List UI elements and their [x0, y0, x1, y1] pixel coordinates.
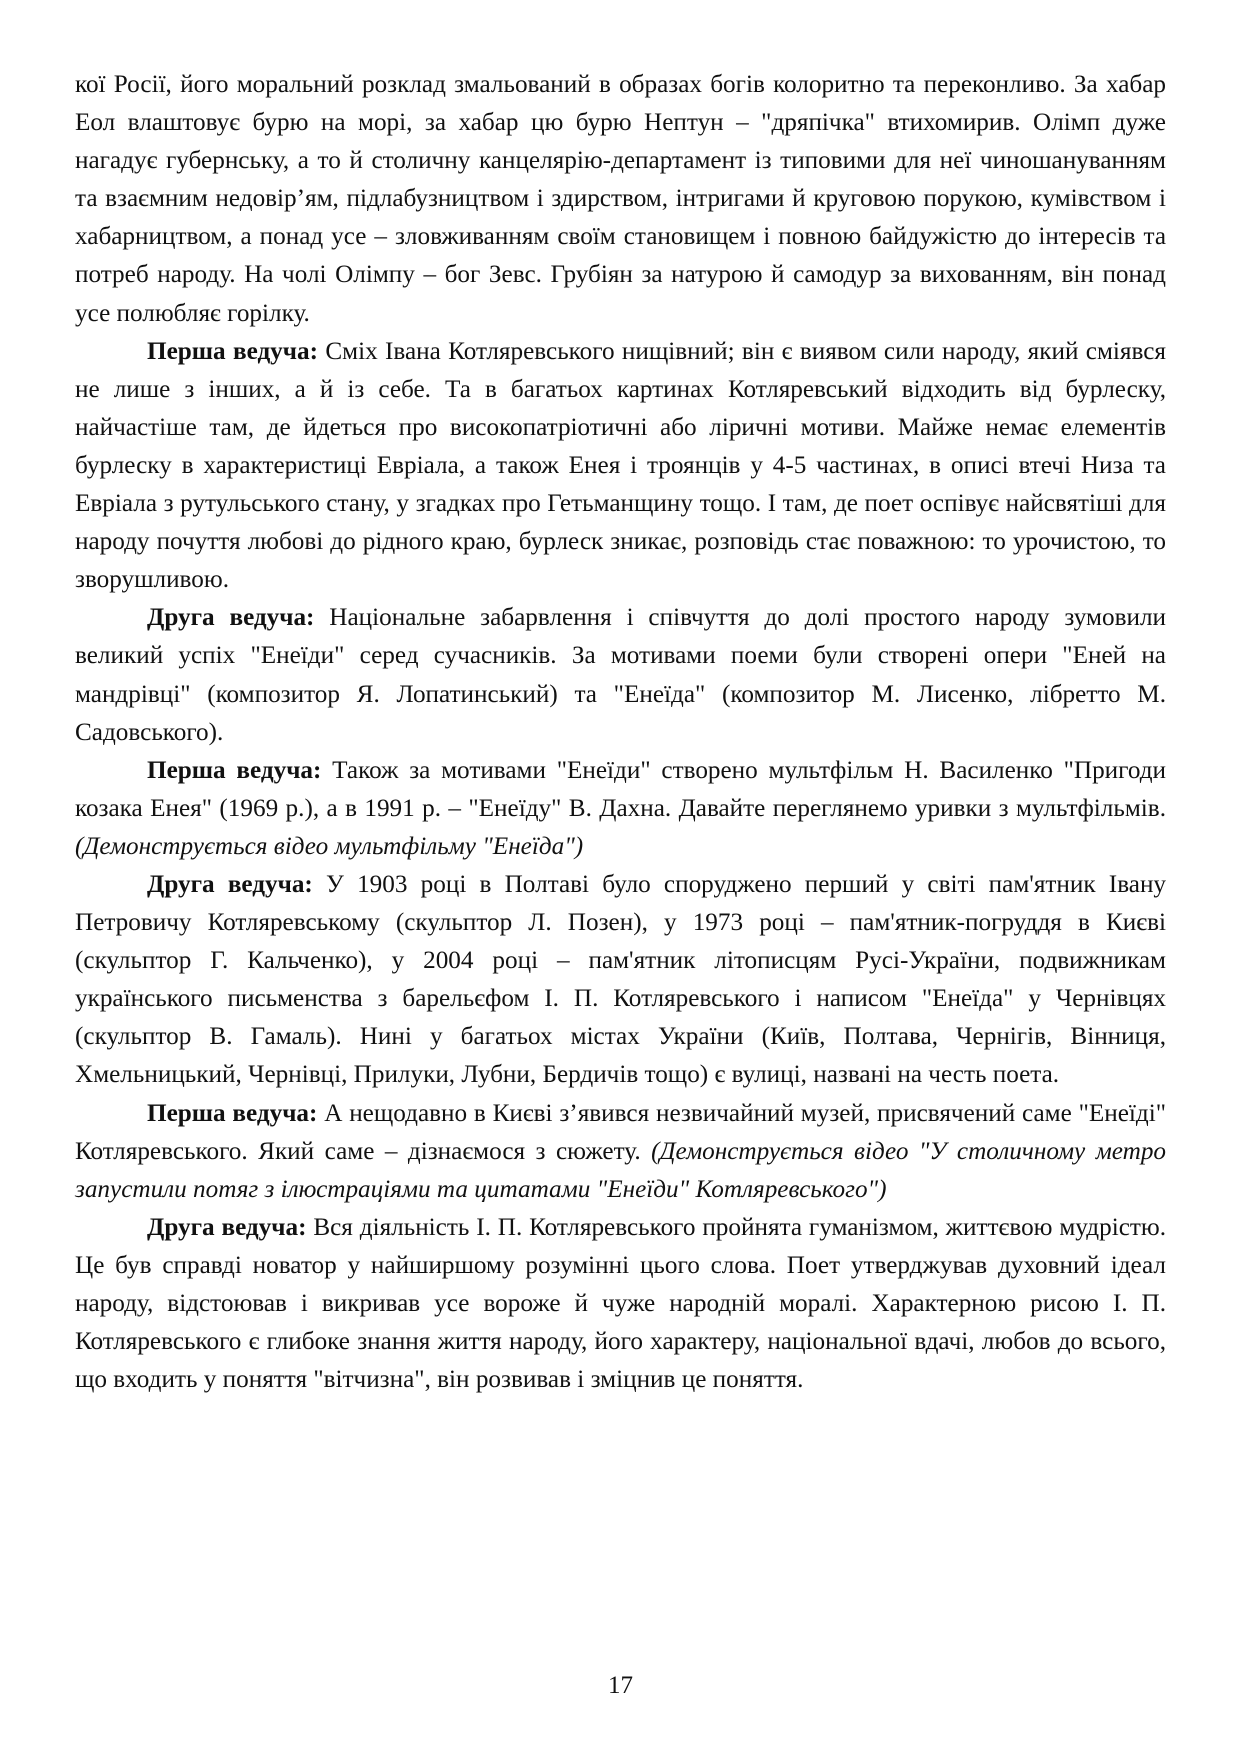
- paragraph-6-text: А нещодавно в Києві з’явився незвичайний музей, присвячений саме "Енеїді" Котляревського. Який саме – дізнаємося з сюжету.: [75, 1099, 1167, 1165]
- paragraph-6: [75, 1095, 1166, 1209]
- paragraph-4: [75, 752, 1166, 866]
- paragraph-3: [75, 599, 1166, 751]
- speaker-label: Друга ведуча:: [147, 604, 315, 632]
- paragraph-5: [75, 866, 1166, 1095]
- page-number: 17: [608, 1672, 633, 1699]
- speaker-label: Перша ведуча:: [147, 1099, 318, 1127]
- document-body: [75, 66, 1166, 1399]
- stage-direction: (Демонструється відео мультфільму "Енеїда"): [75, 832, 584, 860]
- paragraph-5-text: У 1903 році в Полтаві було споруджено перший у світі пам'ятник Івану Петровичу Котляревському (скульптор Л. Позен), у 1973 році – пам'ятник-погруддя в Києві (скульптор Г. Кальченко), у 2004 році – пам'ятник літописцям Русі-України, подвижникам українського письменства з барельєфом І. П. Котляревського і написом "Енеїда" у Чернівцях (скульптор В. Гамаль). Нині у багатьох містах України (Київ, Полтава, Чернігів, Вінниця, Хмельницький, Чернівці, Прилуки, Лубни, Бердичів тощо) є вулиці, названі на честь поета.: [75, 870, 1167, 1089]
- paragraph-7: [75, 1209, 1166, 1399]
- speaker-label: Друга ведуча:: [147, 1213, 307, 1241]
- speaker-label: Друга ведуча:: [147, 870, 313, 898]
- paragraph-2-text: Сміх Івана Котляревського нищівний; він є виявом сили народу, який сміявся не лише з інших, а й із себе. Та в багатьох картинах Котляревський відходить від бурлеску, найчастіше там, де йдеться про високопатріотичні або ліричні мотиви. Майже немає елементів бурлеску в характеристиці Евріала, а також Енея і троянців у 4-5 частинах, в описі втечі Низа та Евріала з рутульського стану, у згадках про Гетьманщину тощо. І там, де поет оспівує найсвятіші для народу почуття любові до рідного краю, бурлеск зникає, розповідь стає поважною: то урочистою, то зворушливою.: [75, 337, 1166, 594]
- speaker-label: Перша ведуча:: [147, 756, 322, 784]
- paragraph-2: [75, 333, 1166, 600]
- paragraph-1-text: кої Росії, його моральний розклад змальований в образах богів колоритно та переконливо. За хабар Еол влаштовує бурю на морі, за хабар цю бурю Нептун – "дряпічка" втихомирив. Олімп дуже нагадує губернську, а то й столичну канцелярію-департамент із типовими для неї чиношануванням та взаємним недовір’ям, підлабузництвом і здирством, інтригами й круговою порукою, кумівством і хабарництвом, а понад усе – зловживанням своїм становищем і повною байдужістю до інтересів та потреб народу. На чолі Олімпу – бог Зевс. Грубіян за натурою й самодур за вихованням, він понад усе полюбляє горілку.: [75, 71, 1166, 327]
- stage-direction: (Демонструється відео "У столичному метро запустили потяг з ілюстраціями та цитатами "Енеїди" Котляревського"): [75, 1137, 1167, 1203]
- paragraph-4-text: Також за мотивами "Енеїди" створено мультфільм Н. Василенко "Пригоди козака Енея" (1969 р.), а в 1991 р. – "Енеїду" В. Дахна. Давайте переглянемо уривки з мультфільмів.: [75, 756, 1167, 822]
- paragraph-3-text: Національне забарвлення і співчуття до долі простого народу зумовили великий успіх "Енеїди" серед сучасників. За мотивами поеми були створені опери "Еней на мандрівці" (композитор Я. Лопатинський) та "Енеїда" (композитор М. Лисенко, лібретто М. Садовського).: [75, 604, 1166, 746]
- speaker-label: Перша ведуча:: [147, 337, 318, 365]
- paragraph-1: [75, 66, 1166, 333]
- paragraph-7-text: Вся діяльність І. П. Котляревського пройнята гуманізмом, життєвою мудрістю. Це був справді новатор у найширшому розумінні цього слова. Поет утверджував духовний ідеал народу, відстоював і викривав усе вороже й чуже народній моралі. Характерною рисою І. П. Котляревського є глибоке знання життя народу, його характеру, національної вдачі, любов до всього, що входить у поняття "вітчизна", він розвивав і зміцнив це поняття.: [75, 1213, 1166, 1394]
